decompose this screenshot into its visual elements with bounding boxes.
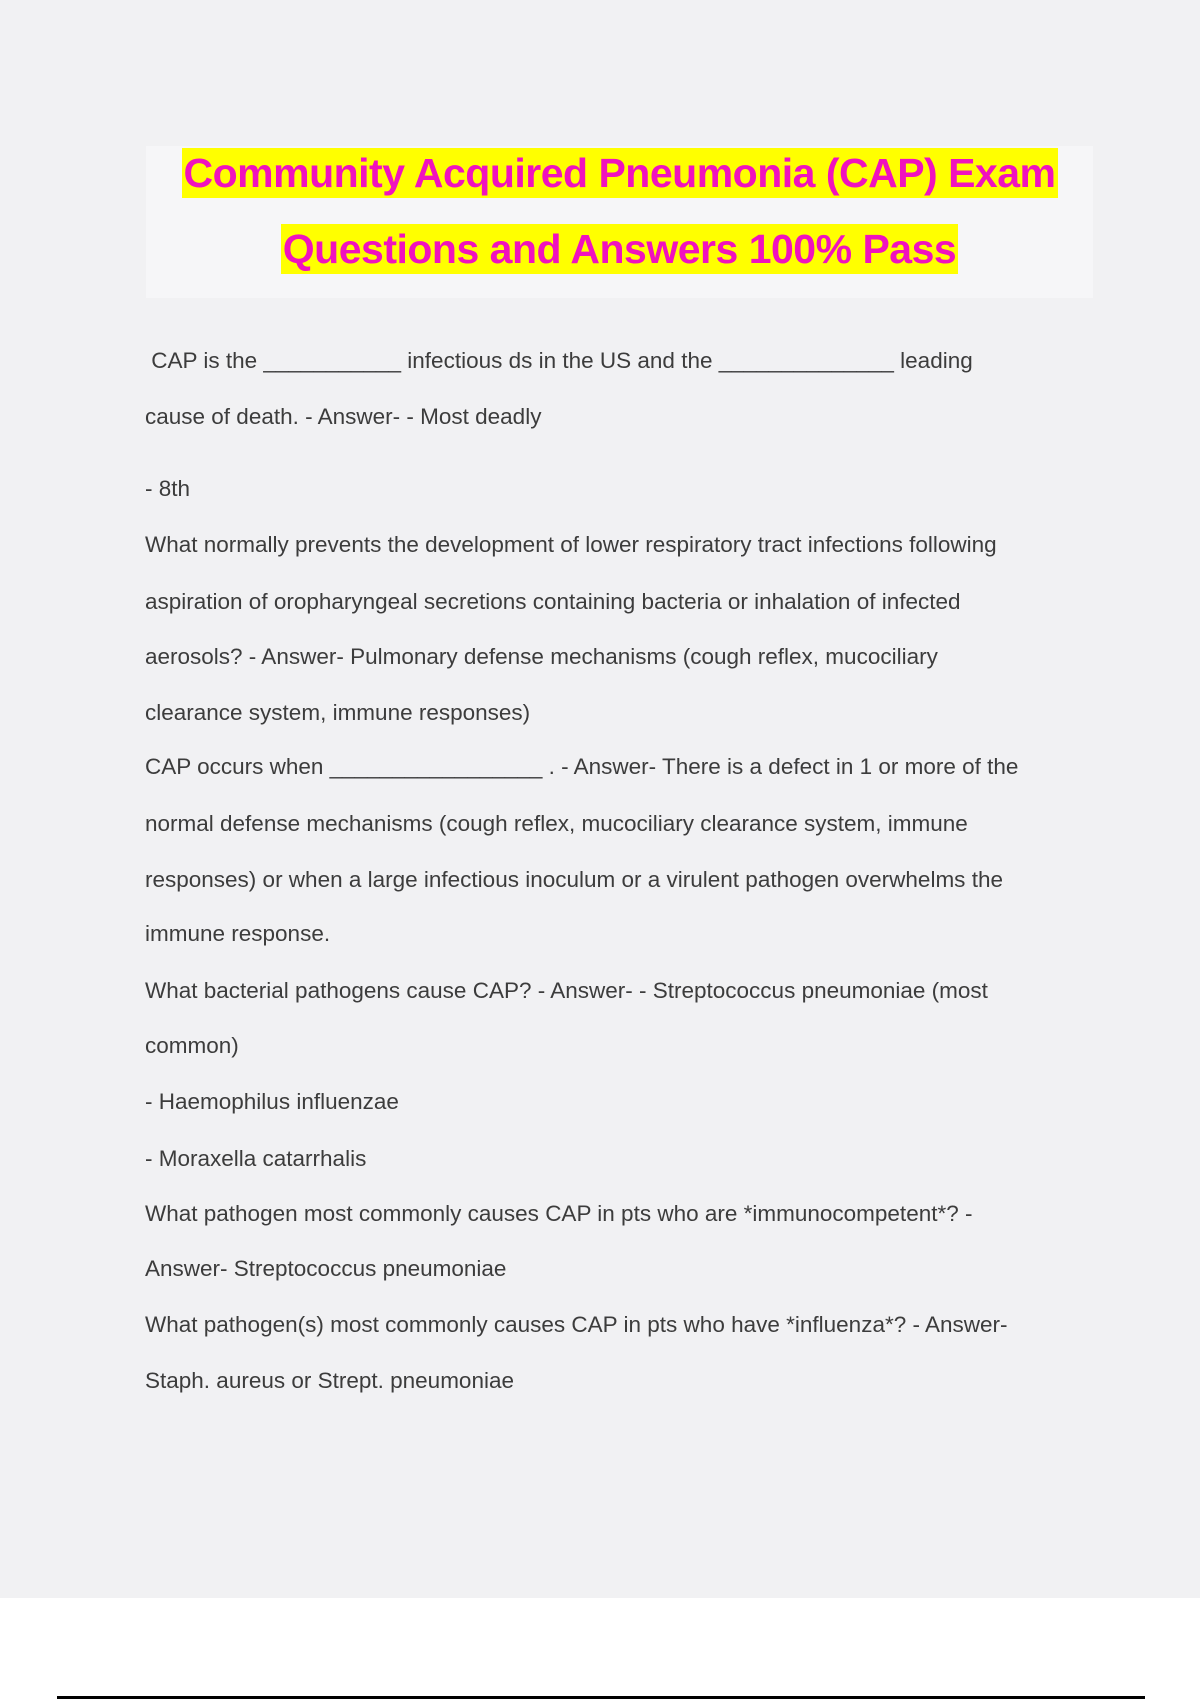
text-line: Staph. aureus or Strept. pneumoniae [145, 1368, 514, 1393]
title-line-2 [146, 226, 1093, 273]
footer-divider [57, 1696, 1145, 1699]
text-line: clearance system, immune responses) [145, 700, 531, 725]
text-line: responses) or when a large infectious inoculum or a virulent pathogen overwhelms the [145, 867, 1003, 892]
title-text-2: Questions and Answers 100% Pass [282, 226, 957, 272]
text-line: What pathogen(s) most commonly causes CAP in pts who have *influenza*? - Answer- [145, 1312, 1008, 1337]
text-line: CAP is the ___________ infectious ds in the US and the ______________ leading [145, 348, 973, 373]
title-text-1: Community Acquired Pneumonia (CAP) Exam [183, 150, 1056, 196]
text-line: - 8th [145, 476, 191, 501]
text-line: - Moraxella catarrhalis [145, 1146, 367, 1171]
text-line: - Haemophilus influenzae [145, 1089, 399, 1114]
text-line: Answer- Streptococcus pneumoniae [145, 1256, 507, 1281]
document-title [146, 146, 1093, 298]
text-line: common) [145, 1033, 239, 1058]
title-line-1 [146, 150, 1093, 197]
text-line: What normally prevents the development of lower respiratory tract infections following [145, 532, 997, 557]
text-line: normal defense mechanisms (cough reflex, mucociliary clearance system, immune [145, 811, 968, 836]
text-line: cause of death. - Answer- - Most deadly [145, 404, 542, 429]
text-line: CAP occurs when _________________ . - Answer- There is a defect in 1 or more of the [145, 754, 1019, 779]
text-line: aspiration of oropharyngeal secretions containing bacteria or inhalation of infected [145, 589, 961, 614]
text-line: What pathogen most commonly causes CAP in pts who are *immunocompetent*? - [145, 1201, 973, 1226]
text-line: What bacterial pathogens cause CAP? - Answer- - Streptococcus pneumoniae (most [145, 978, 988, 1003]
text-line: immune response. [145, 921, 331, 946]
text-line: aerosols? - Answer- Pulmonary defense mechanisms (cough reflex, mucociliary [145, 644, 938, 669]
